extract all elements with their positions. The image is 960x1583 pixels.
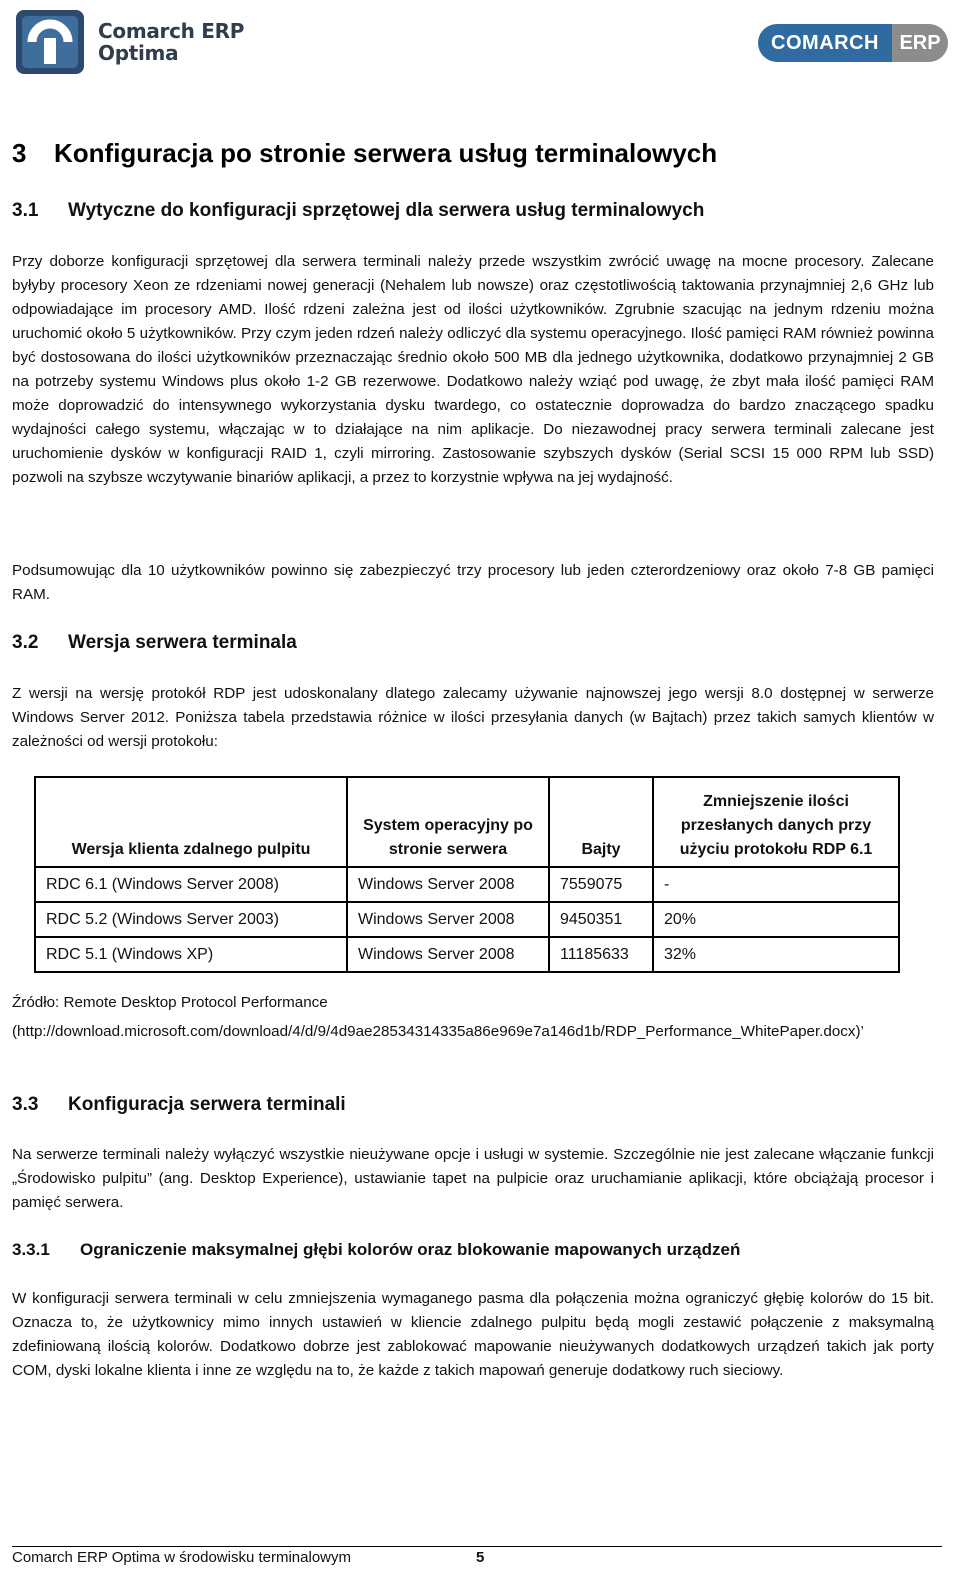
product-logo-line2: Optima: [98, 41, 179, 65]
section-number: 3.3.1: [12, 1240, 50, 1259]
table-header-cell: System operacyjny po stronie serwera: [347, 777, 549, 867]
table-cell: 7559075: [549, 867, 653, 902]
section-title: Konfiguracja serwera terminali: [68, 1094, 346, 1115]
comarch-optima-logo-icon: [14, 8, 86, 76]
table-cell: Windows Server 2008: [347, 867, 549, 902]
section-3-1-heading: [12, 200, 704, 222]
section-3-3-1-paragraph-1: [12, 1287, 934, 1383]
paragraph-text: Na serwerze terminali należy wyłączyć wszystkie nieużywane opcje i usługi w systemie. Szczególnie nie jest zalecane włączanie funkcji „Środowisko pulpitu” (ang. Desktop Experience), ustawianie tapet na pulpicie oraz uruchamianie aplikacji, które obciążają procesor i pamięć serwera.: [12, 1146, 934, 1211]
section-3-1-paragraph-1: [12, 250, 934, 490]
table-header-row: [35, 777, 899, 867]
page-number: 5: [476, 1549, 485, 1566]
table-row: [35, 937, 899, 972]
section-3-3-heading: [12, 1094, 346, 1116]
section-title: Konfiguracja po stronie serwera usług terminalowych: [54, 138, 718, 168]
section-3-2-heading: [12, 632, 297, 654]
section-number: 3: [12, 138, 27, 168]
table-cell: 11185633: [549, 937, 653, 972]
paragraph-text: Z wersji na wersję protokół RDP jest udoskonalany dlatego zalecamy używanie najnowszej jego wersji 8.0 dostępnej w serwerze Windows Server 2012. Poniższa tabela przedstawia różnice w ilości przesyłania danych (w Bajtach) przez takich samych klientów w zależności od wersji protokołu:: [12, 685, 934, 750]
section-3-3-1-heading: [12, 1240, 740, 1260]
paragraph-text: Podsumowując dla 10 użytkowników powinno się zabezpieczyć trzy procesory lub jeden czterordzeniowy oraz około 7-8 GB pamięci RAM.: [12, 562, 934, 603]
section-title: Wytyczne do konfiguracji sprzętowej dla serwera usług terminalowych: [68, 200, 705, 221]
brand-logo-erp: ERP: [892, 24, 948, 62]
rdp-comparison-table: [34, 776, 900, 973]
section-number: 3.1: [12, 200, 39, 221]
table-cell: RDC 5.2 (Windows Server 2003): [35, 902, 347, 937]
table-cell: 9450351: [549, 902, 653, 937]
paragraph-text: W konfiguracji serwera terminali w celu zmniejszenia wymaganego pasma dla połączenia można ograniczyć głębię kolorów do 15 bit. Oznacza to, że użytkownicy mimo innych ustawień w kliencie zdalnego pulpitu będą mogli zestawić połączenie z maksymalną zdefiniowaną ilością kolorów. Dodatkowo dobrze jest zablokować mapowanie nieużywanych dodatkowych urządzeń takich jak porty COM, dyski lokalne klienta i inne ze względu na to, że każde z takich mapowań generuje dodatkowy ruch sieciowy.: [12, 1290, 934, 1379]
table-row: [35, 902, 899, 937]
table-cell: 20%: [653, 902, 899, 937]
source-url: (http://download.microsoft.com/download/4/d/9/4d9ae28534314335a86e969e7a146d1b/RDP_Performance_WhitePaper.docx)’: [12, 1023, 864, 1040]
table-cell: RDC 5.1 (Windows XP): [35, 937, 347, 972]
table-cell: RDC 6.1 (Windows Server 2008): [35, 867, 347, 902]
table-cell: Windows Server 2008: [347, 902, 549, 937]
product-logo-line1: Comarch ERP: [98, 19, 245, 43]
brand-logo-comarch: COMARCH: [758, 24, 892, 62]
source-label: Źródło: Remote Desktop Protocol Performance: [12, 994, 328, 1011]
footer-doc-title: Comarch ERP Optima w środowisku terminalowym: [12, 1549, 351, 1566]
paragraph-text: Przy doborze konfiguracji sprzętowej dla serwera terminali należy przede wszystkim zwrócić uwagę na mocne procesory. Zalecane byłyby procesory Xeon ze rdzeniami nowej generacji (Nehalem lub nowsze) oraz częstotliwością taktowania przynajmniej 2,6 GHz lub odpowiadające im procesory AMD. Ilość rdzeni zależna jest od ilości użytkowników. Zgrubnie szacując na jednym rdzeniu można uruchomić około 5 użytkowników. Przy czym jeden rdzeń należy odliczyć dla systemu operacyjnego. Ilość pamięci RAM również powinna być dostosowana do ilości użytkowników przeznaczając średnio około 500 MB dla jednego użytkownika, dodatkowo przynajmniej 2 GB na potrzeby systemu Windows plus około 1-2 GB rezerwowe. Dodatkowo należy wziąć pod uwagę, że zbyt mała ilość pamięci RAM może doprowadzić do intensywnego wykorzystania dysku twardego, co ostatecznie doprowadza do bardzo znaczącego spadku wydajności całego systemu, włączając w to działające na nim aplikacje. Do niezawodnej pracy serwera terminali zalecane jest uruchomienie dysków w konfiguracji RAID 1, czyli mirroring. Zastosowanie szybszych dysków (Serial SCSI 15 000 RPM lub SSD) pozwoli na szybsze wczytywanie binariów aplikacji, a przez to korzystnie wpływa na jej wydajność.: [12, 253, 934, 486]
section-number: 3.3: [12, 1094, 39, 1115]
section-number: 3.2: [12, 632, 39, 653]
section-3-2-paragraph-1: [12, 682, 934, 754]
section-title: Wersja serwera terminala: [68, 632, 297, 653]
table-header-cell: Wersja klienta zdalnego pulpitu: [35, 777, 347, 867]
table-header-cell: Zmniejszenie ilości przesłanych danych przy użyciu protokołu RDP 6.1: [653, 777, 899, 867]
table-header-cell: Bajty: [549, 777, 653, 867]
product-logo: [14, 8, 244, 76]
product-logo-text: [98, 20, 244, 64]
table-cell: 32%: [653, 937, 899, 972]
table-row: [35, 867, 899, 902]
section-3-heading: [12, 138, 717, 169]
section-title: Ograniczenie maksymalnej głębi kolorów oraz blokowanie mapowanych urządzeń: [80, 1240, 741, 1259]
page-footer: [12, 1546, 942, 1566]
section-3-3-paragraph-1: [12, 1143, 934, 1215]
table-cell: -: [653, 867, 899, 902]
table-cell: Windows Server 2008: [347, 937, 549, 972]
section-3-1-paragraph-2: [12, 559, 934, 607]
brand-logo: [758, 24, 948, 62]
